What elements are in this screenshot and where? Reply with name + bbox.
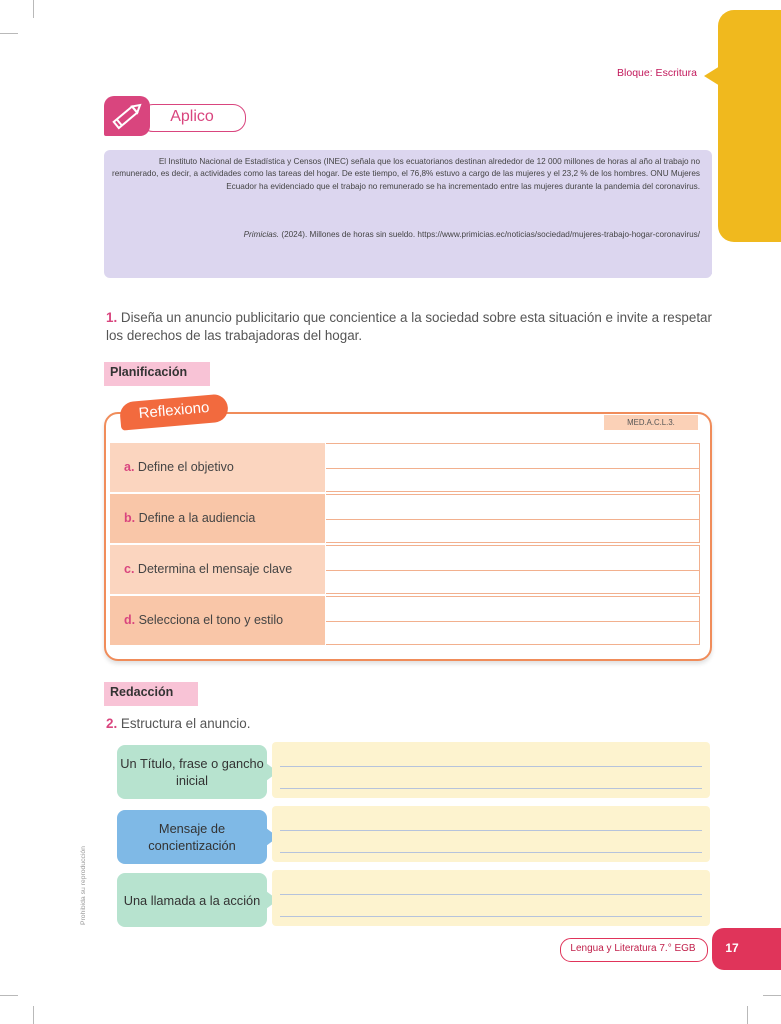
answer-lines-d[interactable]	[326, 596, 700, 645]
copyright-note: Prohibida su reproducción	[80, 846, 87, 925]
bubble-titulo: Un Título, frase o gancho inicial	[117, 745, 267, 799]
question-text: Diseña un anuncio publicitario que concientice a la sociedad sobre esta situación e invite a respetar los derechos de las trabajadoras del hogar.	[106, 310, 712, 343]
side-tab	[718, 10, 781, 242]
row-letter: a.	[124, 460, 135, 474]
question-1	[106, 309, 726, 345]
answer-lines-b[interactable]	[326, 494, 700, 543]
write-area-mensaje[interactable]	[272, 806, 710, 862]
crop-mark	[33, 1006, 34, 1024]
bubble-llamada: Una llamada a la acción	[117, 873, 267, 927]
planning-row-c	[110, 545, 325, 594]
row-text: Define a la audiencia	[138, 511, 256, 525]
crop-mark	[33, 0, 34, 18]
planning-row-a	[110, 443, 325, 492]
write-area-titulo[interactable]	[272, 742, 710, 798]
row-letter: b.	[124, 511, 136, 525]
info-text: El Instituto Nacional de Estadística y Censos (INEC) señala que los ecuatorianos destinan alrededor de 12 000 millones de horas al año al trabajo no remunerado, es decir, a actividades como las tareas del hogar. De este tiempo, el 76,8% estuvo a cargo de las mujeres y el 23,2 % de los hombres. ONU Mujeres Ecuador ha evidenciado que el trabajo no remunerado se ha incrementado entre las mujeres durante la pandemia del coronavirus.	[112, 157, 700, 191]
reflexiono-label: Reflexiono	[137, 398, 211, 423]
bubble-mensaje: Mensaje de concientización	[117, 810, 267, 864]
crop-mark	[747, 1006, 748, 1024]
planning-row-b	[110, 494, 325, 543]
answer-lines-a[interactable]	[326, 443, 700, 492]
row-letter: d.	[124, 613, 136, 627]
side-tab-arrow	[704, 66, 720, 86]
row-text: Define el objetivo	[137, 460, 234, 474]
crop-mark	[0, 995, 18, 996]
block-label: Bloque: Escritura	[617, 67, 697, 79]
row-text: Determina el mensaje clave	[137, 562, 293, 576]
citation-source: Primicias.	[243, 230, 280, 239]
question-number: 1.	[106, 310, 118, 325]
row-text: Selecciona el tono y estilo	[138, 613, 284, 627]
citation	[112, 229, 700, 241]
planning-row-d	[110, 596, 325, 645]
section-planificacion: Planificación	[104, 362, 210, 386]
question-text: Estructura el anuncio.	[120, 716, 251, 731]
question-2	[106, 716, 250, 731]
crop-mark	[763, 995, 781, 996]
crop-mark	[0, 33, 18, 34]
row-letter: c.	[124, 562, 135, 576]
competency-badge: MED.A.C.L.3.	[604, 415, 698, 430]
question-number: 2.	[106, 716, 118, 731]
write-area-llamada[interactable]	[272, 870, 710, 926]
footer-book-title: Lengua y Literatura 7.° EGB	[570, 943, 696, 954]
answer-lines-c[interactable]	[326, 545, 700, 594]
page-number: 17	[725, 941, 739, 955]
aplico-title: Aplico	[170, 108, 214, 125]
citation-text: (2024). Millones de horas sin sueldo. https://www.primicias.ec/noticias/sociedad/mujeres-trabajo-hogar-coronavirus/	[279, 230, 700, 239]
section-redaccion: Redacción	[104, 682, 198, 706]
